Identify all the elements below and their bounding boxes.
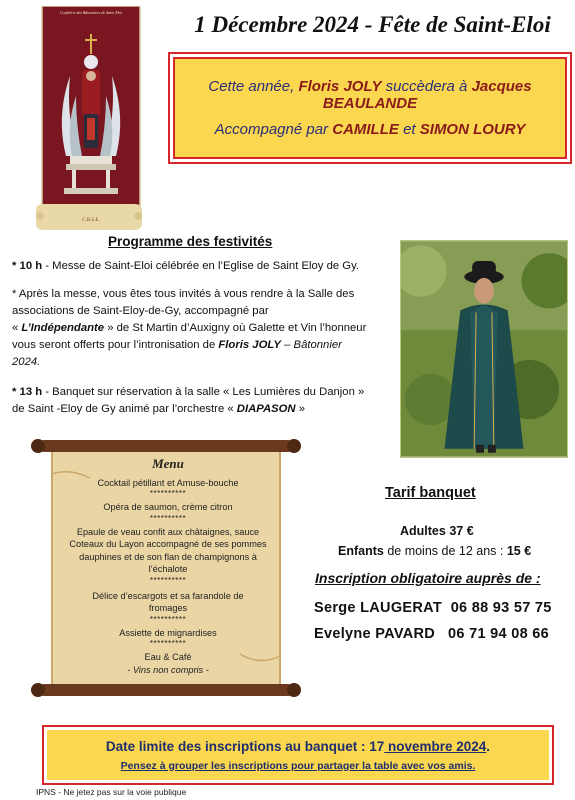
menu-separator: ********** xyxy=(149,614,187,624)
relic-top-caption: Confrérie des Bâtonniers de Saint Eloi xyxy=(59,10,123,15)
succession-banner xyxy=(168,52,572,164)
menu-item: Epaule de veau confit aux châtaignes, sauce Coteaux du Layon accompagné de ses pommes dauphines et de son flan de champignons à l’échalote xyxy=(69,526,267,574)
menu-item: Assiette de mignardises xyxy=(119,627,217,638)
contact-row: Serge LAUGERAT 06 88 93 57 75 xyxy=(314,600,552,616)
tarif-adults: Adultes 37 € xyxy=(400,524,474,538)
tarif-children: Enfants de moins de 12 ans : 15 € xyxy=(338,544,532,558)
footer-ipns: IPNS - Ne jetez pas sur la voie publique xyxy=(36,787,187,797)
programme-item-banquet: * 13 h - Banquet sur réservation à la salle « Les Lumières du Danjon » de Saint -Eloy de Gy animé par l’orchestre « DIAPASON » xyxy=(12,386,365,415)
menu-separator: ********** xyxy=(149,513,187,523)
batonnier-photo xyxy=(400,240,568,458)
programme-title: Programme des festivités xyxy=(108,234,273,249)
programme-item-reception: * Après la messe, vous êtes tous invités à vous rendre à la Salle des associations de Saint-Eloy-de-Gy, accompagné par « L’Indépendante » de St Martin d’Auxigny où Galette et Vin l’honneur vous seront offerts pour l’intronisation de Floris JOLY – Bâtonnier 2024. xyxy=(12,288,367,368)
relic-bottom-caption: C.B.S.E. xyxy=(82,218,100,223)
banner-line-2: Accompagné par CAMILLE et SIMON LOURY xyxy=(214,121,526,138)
menu-title: Menu xyxy=(152,456,184,471)
menu-note: - Vins non compris - xyxy=(127,664,209,675)
programme-item-mass: * 10 h - Messe de Saint-Eloi célébrée en l’Eglise de Saint Eloy de Gy. xyxy=(12,260,360,272)
menu-item: Opéra de saumon, crème citron xyxy=(103,502,233,512)
deadline-note: Pensez à grouper les inscriptions pour partager la table avec vos amis. xyxy=(120,759,476,772)
menu-separator: ********** xyxy=(149,489,187,498)
menu-item: Délice d’escargots et sa farandole de fromages xyxy=(92,590,244,613)
inscription-heading: Inscription obligatoire auprès de : xyxy=(315,570,541,586)
page-title: 1 Décembre 2024 - Fête de Saint-Eloi xyxy=(194,12,551,37)
menu-item: Cocktail pétillant et Amuse-bouche xyxy=(97,477,239,488)
banner-line-1: Cette année, Floris JOLY succèdera à Jacques BEAULANDE xyxy=(208,78,532,112)
contact-row: Evelyne PAVARD 06 71 94 08 66 xyxy=(314,626,550,642)
deadline-text: Date limite des inscriptions au banquet : 17 novembre 2024. xyxy=(105,738,491,754)
deadline-banner xyxy=(42,725,554,785)
menu-item: Eau & Café xyxy=(144,652,192,662)
menu-separator: ********** xyxy=(149,639,187,648)
saint-eloi-relic-image xyxy=(36,6,142,230)
menu-separator: ********** xyxy=(149,575,187,585)
menu xyxy=(68,458,268,676)
tarif-title: Tarif banquet xyxy=(385,485,476,501)
